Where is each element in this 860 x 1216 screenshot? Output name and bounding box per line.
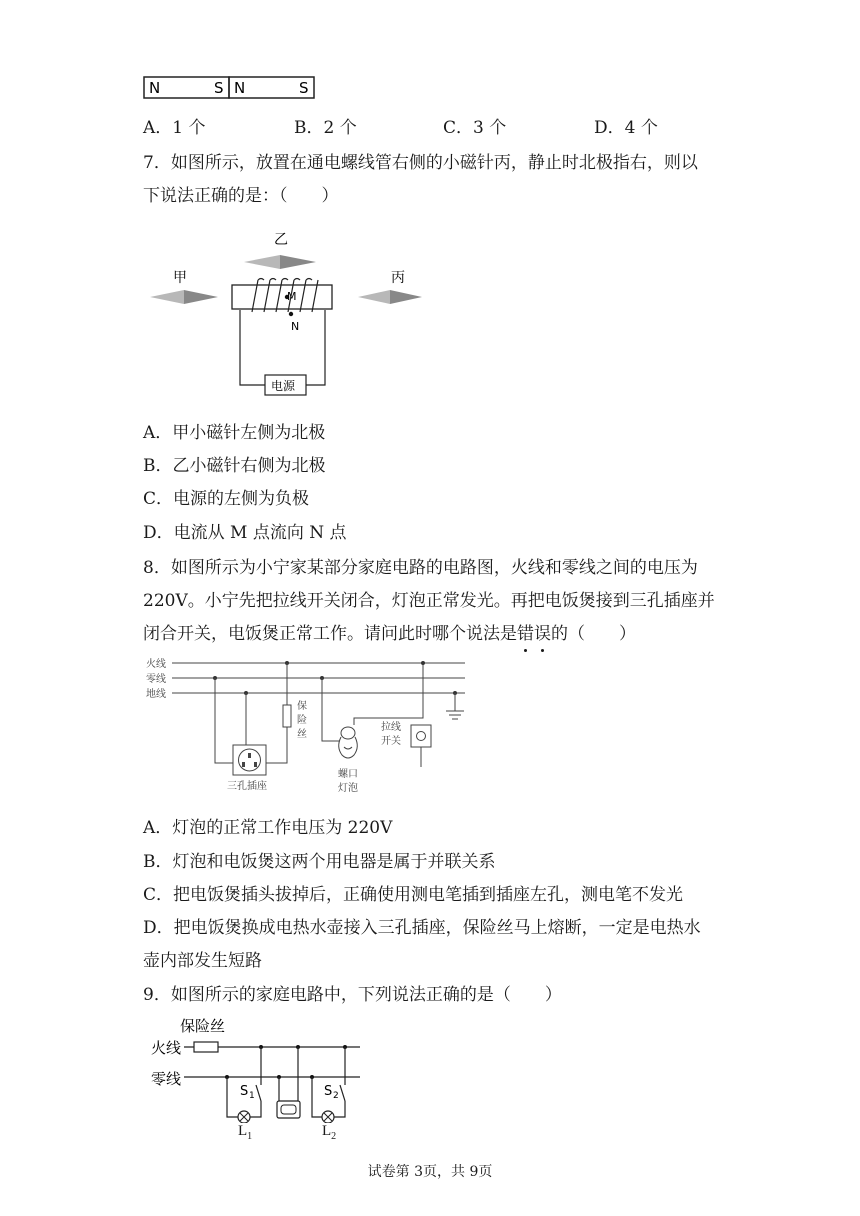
- fuse: [283, 705, 291, 727]
- point-n: [289, 312, 293, 316]
- q8-stem-line-1: 8．如图所示为小宁家某部分家庭电路的电路图，火线和零线之间的电压为: [143, 558, 698, 578]
- solenoid-core: [232, 285, 332, 309]
- q8-option-b[interactable]: B．灯泡和电饭煲这两个用电器是属于并联关系: [143, 852, 496, 872]
- bulb: [339, 737, 358, 758]
- q6-option-a[interactable]: A．1 个: [143, 118, 206, 138]
- q7-option-a[interactable]: A．甲小磁针左侧为北极: [143, 423, 326, 443]
- q7-option-b[interactable]: B．乙小磁针右侧为北极: [143, 456, 326, 476]
- q8-option-a[interactable]: A．灯泡的正常工作电压为 220V: [143, 818, 393, 838]
- needle-jia-right: [184, 290, 218, 304]
- q7-stem-line-1: 7．如图所示，放置在通电螺线管右侧的小磁针丙，静止时北极指右，则以: [143, 153, 698, 173]
- label-m: M: [287, 290, 297, 303]
- label-live: 火线: [146, 659, 166, 670]
- switch-s1: [256, 1085, 261, 1101]
- svg-text:丝: 丝: [297, 729, 307, 740]
- label-neutral: 零线: [151, 1070, 182, 1088]
- needle-bing-left: [358, 290, 390, 304]
- svg-text:拉线: 拉线: [381, 722, 401, 733]
- svg-text:螺口: 螺口: [338, 769, 358, 780]
- magnet-2-n: N: [234, 79, 246, 97]
- label-bing: 丙: [391, 270, 405, 286]
- q8-option-d-line-2[interactable]: 壶内部发生短路: [143, 951, 262, 971]
- circuit-wires: [240, 310, 325, 385]
- q9-circuit-figure: [148, 1013, 378, 1123]
- svg-text:S: S: [240, 1084, 249, 1099]
- label-n: N: [291, 320, 300, 333]
- label-socket: 三孔插座: [227, 781, 267, 792]
- page-footer: 试卷第 3页，共 9页: [367, 1164, 493, 1180]
- magnet-1-s: S: [214, 79, 224, 97]
- label-yi: 乙: [274, 232, 288, 248]
- svg-text:S: S: [324, 1084, 333, 1099]
- q9-stem-line-1: 9．如图所示的家庭电路中，下列说法正确的是（ ）: [143, 985, 562, 1005]
- label-l1: $L_1$: [238, 1123, 253, 1142]
- q7-option-c[interactable]: C．电源的左侧为负极: [143, 489, 310, 509]
- emphasis-dot-1: 错: [517, 624, 534, 644]
- q7-stem-line-2: 下说法正确的是：（ ）: [143, 186, 339, 206]
- svg-text:保: 保: [297, 701, 307, 712]
- label-l2: $L_2$: [322, 1123, 337, 1142]
- needle-bing-right: [390, 290, 422, 304]
- bulb-cap: [341, 727, 355, 739]
- q7-option-d[interactable]: D．电流从 M 点流向 N 点: [143, 523, 347, 543]
- q8-circuit-figure: [140, 655, 480, 805]
- q8-stem-line-3: 闭合开关，电饭煲正常工作。请问此时哪个说法是错误的（ ）: [143, 624, 636, 644]
- q8-option-d-line-1[interactable]: D．把电饭煲换成电热水壶接入三孔插座，保险丝马上熔断，一定是电热水: [143, 918, 701, 938]
- svg-text:开关: 开关: [381, 736, 401, 747]
- q7-solenoid-figure: [140, 222, 440, 407]
- magnet-1-n: N: [149, 79, 161, 97]
- q6-option-d[interactable]: D．4 个: [594, 118, 658, 138]
- label-ground: 地线: [146, 689, 166, 700]
- svg-text:灯泡: 灯泡: [338, 783, 358, 794]
- needle-yi-left: [244, 255, 280, 269]
- q8-option-c[interactable]: C．把电饭煲插头拔掉后，正确使用测电笔插到插座左孔，测电笔不发光: [143, 885, 684, 905]
- svg-text:险: 险: [297, 715, 307, 726]
- magnets-figure: [143, 76, 318, 100]
- label-neutral: 零线: [146, 674, 166, 685]
- ground-symbol: [446, 693, 464, 719]
- socket: [277, 1101, 300, 1118]
- svg-text:1: 1: [249, 1091, 255, 1101]
- label-live: 火线: [151, 1039, 182, 1057]
- q6-option-b[interactable]: B．2 个: [294, 118, 357, 138]
- svg-text:2: 2: [333, 1091, 339, 1101]
- fuse-box: [194, 1042, 218, 1052]
- emphasis-dot-2: 误: [534, 624, 551, 644]
- needle-yi-right: [280, 255, 316, 269]
- needle-jia-left: [150, 290, 184, 304]
- label-jia: 甲: [173, 270, 187, 286]
- label-power: 电源: [271, 379, 296, 393]
- pull-switch: [411, 725, 431, 747]
- label-fuse: 保险丝: [180, 1017, 226, 1035]
- switch-s2: [340, 1085, 345, 1101]
- q8-stem-line-2: 220V。小宁先把拉线开关闭合，灯泡正常发光。再把电饭煲接到三孔插座并: [143, 591, 715, 611]
- magnet-2-s: S: [299, 79, 309, 97]
- q6-option-c[interactable]: C．3 个: [443, 118, 507, 138]
